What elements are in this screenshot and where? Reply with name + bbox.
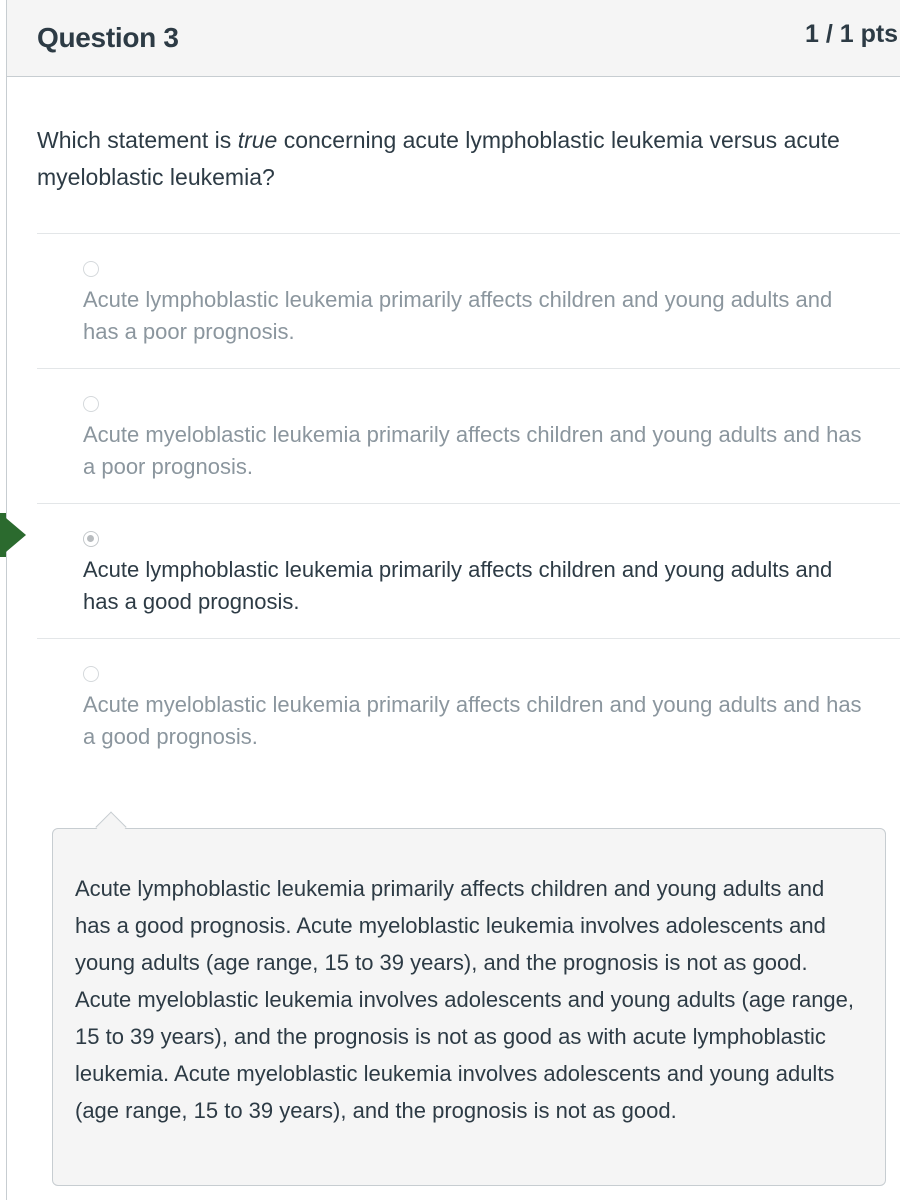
answer-option[interactable]: [37, 233, 900, 368]
answer-option-selected[interactable]: [37, 503, 900, 638]
question-text-start: Which statement is: [37, 127, 238, 153]
answer-feedback-box: [52, 828, 886, 1186]
answer-option[interactable]: [37, 638, 900, 773]
question-header: [7, 0, 900, 77]
question-points: 1 / 1 pts: [805, 20, 899, 48]
question-text: [37, 122, 897, 196]
question-text-emphasis: true: [237, 127, 278, 153]
radio-button[interactable]: [83, 396, 99, 412]
answer-text: Acute lymphoblastic leukemia primarily affects children and young adults and has a good prognosis.: [83, 557, 833, 614]
answer-text: Acute lymphoblastic leukemia primarily affects children and young adults and has a poor prognosis.: [83, 287, 833, 344]
question-text-end: concerning acute lymphoblastic leukemia versus acute myeloblastic leukemia?: [37, 127, 840, 190]
answer-text: Acute myeloblastic leukemia primarily affects children and young adults and has a poor prognosis.: [83, 422, 862, 479]
feedback-text: Acute lymphoblastic leukemia primarily affects children and young adults and has a good prognosis. Acute myeloblastic leukemia involves adolescents and young adults (age range, 15 to 39 years), and the prognosis is not as good. Acute myeloblastic leukemia involves adolescents and young adults (age range, 15 to 39 years), and the prognosis is not as good as with acute lymphoblastic leukemia. Acute myeloblastic leukemia involves adolescents and young adults (age range, 15 to 39 years), and the prognosis is not as good.: [75, 876, 855, 1123]
answer-list: [37, 233, 900, 773]
question-title: Question 3: [37, 22, 179, 53]
radio-button[interactable]: [83, 666, 99, 682]
correct-answer-arrow-icon: [0, 513, 26, 557]
radio-button-selected[interactable]: [83, 531, 99, 547]
answer-text: Acute myeloblastic leukemia primarily affects children and young adults and has a good prognosis.: [83, 692, 862, 749]
radio-button[interactable]: [83, 261, 99, 277]
answer-option[interactable]: [37, 368, 900, 503]
